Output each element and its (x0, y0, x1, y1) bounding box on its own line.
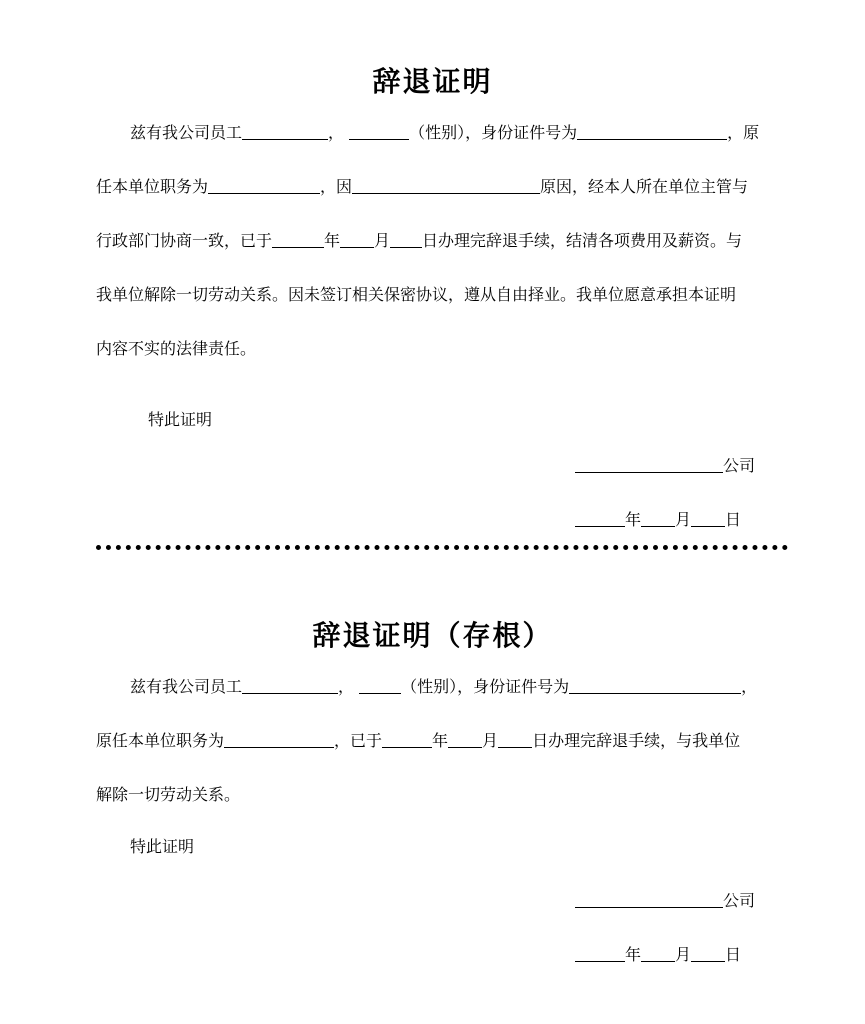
stub-day-blank[interactable] (498, 731, 532, 748)
position-blank[interactable] (208, 177, 320, 194)
stub-sign-month-blank[interactable] (641, 945, 675, 962)
certificate-company-line: 公司 (575, 455, 755, 477)
stub-line-3: 解除一切劳动关系。 (96, 785, 241, 804)
stub-year-blank[interactable] (382, 731, 432, 748)
certificate-line-1: 兹有我公司员工 ， （性别），身份证件号为 ，原 (130, 123, 760, 142)
gender-blank[interactable] (349, 123, 409, 140)
stub-gender-blank[interactable] (359, 677, 401, 694)
stub-line-1: 兹有我公司员工 ， （性别），身份证件号为 ， (130, 677, 758, 696)
day-blank[interactable] (390, 231, 422, 248)
employee-name-blank[interactable] (242, 123, 328, 140)
stub-company-name-blank[interactable] (575, 891, 723, 908)
company-name-blank[interactable] (575, 456, 723, 473)
stub-date-line: 年 月 日 (575, 944, 741, 966)
stub-employee-name-blank[interactable] (242, 677, 338, 694)
certificate-line-3: 行政部门协商一致，已于 年 月 日办理完辞退手续，结清各项费用及薪资。与 (96, 231, 743, 250)
year-blank[interactable] (272, 231, 324, 248)
stub-line-2: 原任本单位职务为 ，已于 年 月 日办理完辞退手续，与我单位 (96, 731, 741, 750)
certificate-line-2: 任本单位职务为 ，因 原因，经本人所在单位主管与 (96, 177, 749, 196)
stub-sign-year-blank[interactable] (575, 945, 625, 962)
stub-title: 辞退证明（存根） (312, 619, 553, 652)
sign-month-blank[interactable] (641, 510, 675, 527)
certificate-title: 辞退证明 (372, 65, 493, 98)
reason-blank[interactable] (352, 177, 540, 194)
stub-position-blank[interactable] (224, 731, 334, 748)
stub-company-line: 公司 (575, 890, 755, 912)
stub-month-blank[interactable] (448, 731, 482, 748)
cut-line-divider (96, 545, 788, 550)
certificate-closing: 特此证明 (148, 410, 213, 429)
sign-day-blank[interactable] (691, 510, 725, 527)
stub-closing: 特此证明 (130, 837, 195, 856)
certificate-date-line: 年 月 日 (575, 509, 741, 531)
stub-id-number-blank[interactable] (569, 677, 741, 694)
certificate-line-4: 我单位解除一切劳动关系。因未签订相关保密协议，遵从自由择业。我单位愿意承担本证明 (96, 285, 737, 304)
id-number-blank[interactable] (577, 123, 727, 140)
certificate-line-5: 内容不实的法律责任。 (96, 339, 257, 358)
stub-sign-day-blank[interactable] (691, 945, 725, 962)
sign-year-blank[interactable] (575, 510, 625, 527)
month-blank[interactable] (340, 231, 374, 248)
